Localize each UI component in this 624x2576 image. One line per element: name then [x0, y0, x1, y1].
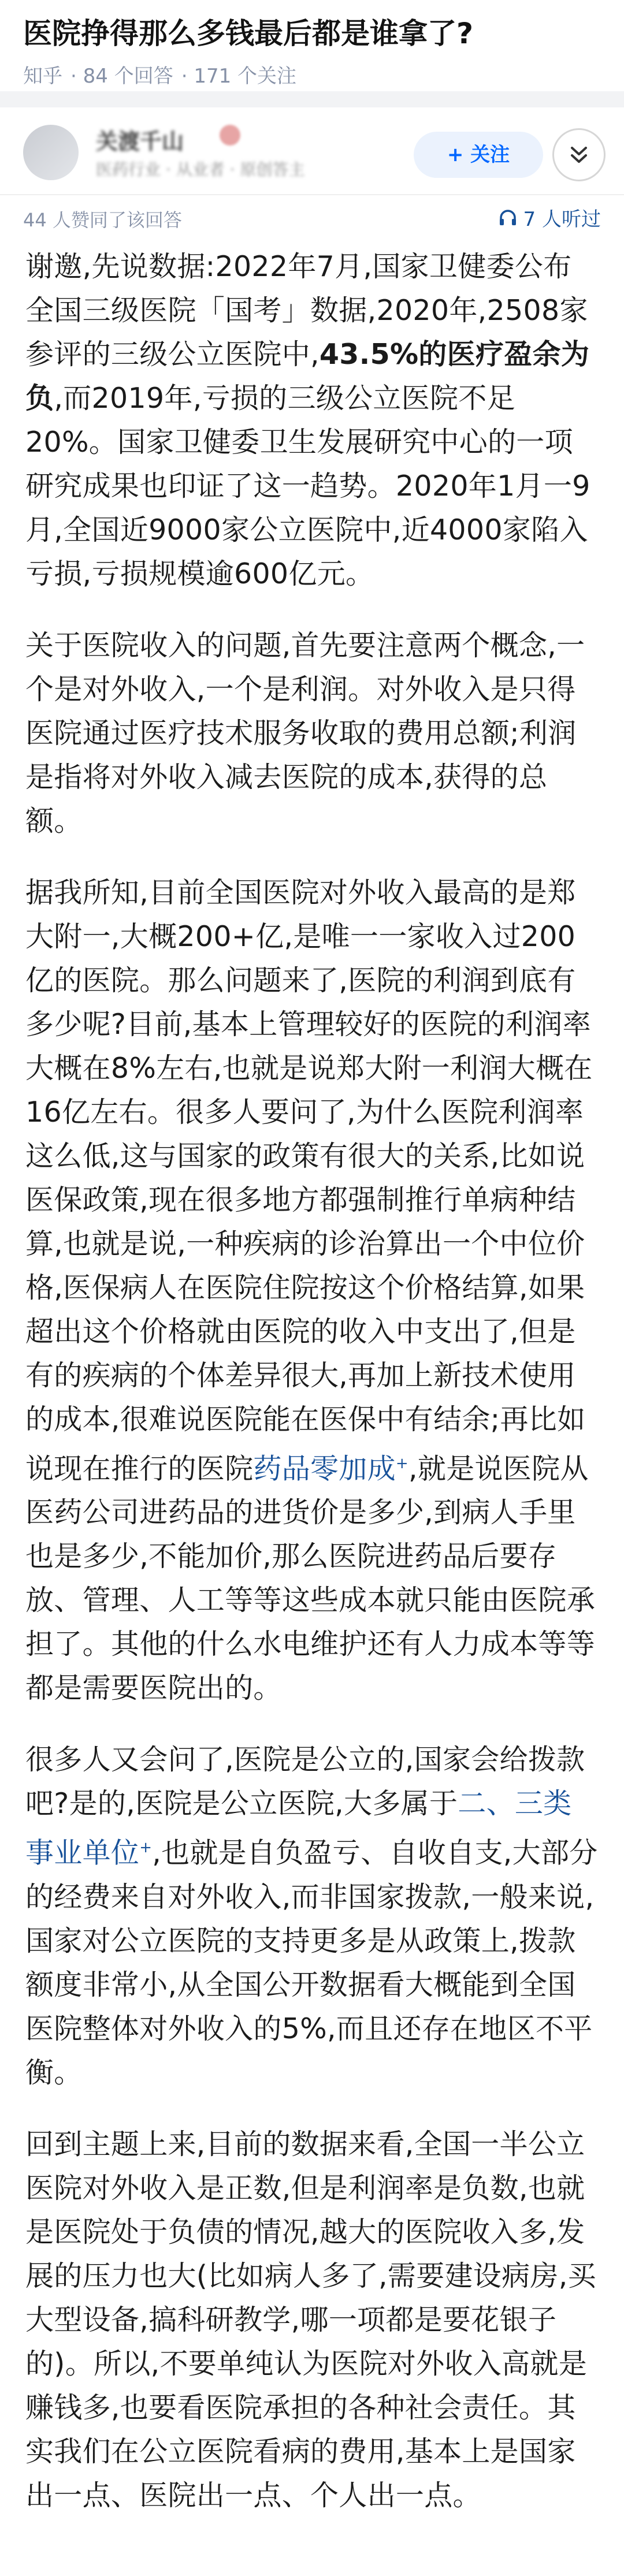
paragraph: [25, 245, 599, 596]
answer-stats: [0, 194, 624, 234]
follow-button[interactable]: + 关注: [414, 132, 543, 178]
link-marker: +: [395, 1455, 409, 1472]
author-name[interactable]: 关渡千山: [96, 129, 184, 154]
headphones-icon: [498, 208, 518, 228]
paragraph: [25, 871, 599, 1710]
author-badge-icon: [220, 125, 240, 146]
listen-button[interactable]: [498, 203, 601, 232]
link-marker: +: [139, 1839, 153, 1857]
paragraph: [25, 1738, 599, 2094]
listen-count: 7 人听过: [523, 208, 601, 231]
author-bar: [0, 107, 624, 194]
question-meta: 知乎 · 84 个回答 · 171 个关注: [23, 65, 297, 88]
paragraph-text: 谢邀,先说数据:2022年7月,国家卫健委公布全国三级医院「国考」数据,2020年,2508家参评的三级公立医院中,: [25, 250, 588, 371]
paragraph-text: ,而2019年,亏损的三级公立医院不足20%。国家卫健委卫生发展研究中心的一项研究成果也印证了这一趋势。2020年1月一9月,全国近9000家公立医院中,近4000家陷入亏损,亏损规模逾600亿元。: [25, 382, 590, 590]
question-header: [0, 0, 624, 91]
follower-count: 171 个关注: [194, 65, 297, 88]
question-title[interactable]: 医院挣得那么多钱最后都是谁拿了?: [23, 17, 474, 50]
author-description: 医药行业 · 从业者 · 原创答主: [96, 160, 305, 179]
answer-content: [0, 234, 624, 2518]
paragraph-text: ,也就是自负盈亏、自收自支,大部分的经费来自对外收入,而非国家拨款,一般来说,国家对公立医院的支持更多是从政策上,拨款额度非常小,从全国公开数据看大概能到全国医院整体对外收入的5%,而且还存在地区不平衡。: [25, 1836, 598, 2089]
keyword-link[interactable]: 药品零加成: [253, 1452, 396, 1486]
paragraph: 回到主题上来,目前的数据来看,全国一半公立医院对外收入是正数,但是利润率是负数,也就是医院处于负债的情况,越大的医院收入多,发展的压力也大(比如病人多了,需要建设病房,买大型设备,搞科研教学,哪一项都是要花银子的)。所以,不要单纯认为医院对外收入高就是赚钱多,也要看医院承担的各种社会责任。其实我们在公立医院看病的费用,基本上是国家出一点、医院出一点、个人出一点。: [25, 2127, 596, 2512]
paragraph-text: 很多人又会问了,医院是公立的,国家会给拨款吧?是的,医院是公立医院,大多属于: [25, 1743, 585, 1821]
section-divider: [0, 91, 624, 107]
collapse-button[interactable]: [552, 128, 606, 181]
avatar[interactable]: [23, 125, 79, 180]
paragraph-text: ,就是说医院从医药公司进药品的进货价是多少,到病人手里也是多少,不能加价,那么医院进药品后要存放、管理、人工等等这些成本就只能由医院承担了。其他的什么水电维护还有人力成本等等都是需要医院出的。: [25, 1452, 596, 1705]
source-label: 知乎: [23, 65, 62, 88]
highlight-text: 43.5%的医疗盈余为负: [25, 338, 590, 415]
vote-count[interactable]: 44 人赞同了该回答: [23, 209, 182, 231]
keyword-link[interactable]: 二、三类事业单位: [25, 1787, 572, 1870]
paragraph: 关于医院收入的问题,首先要注意两个概念,一个是对外收入,一个是利润。对外收入是只得医院通过医疗技术服务收取的费用总额;利润是指将对外收入减去医院的成本,获得的总额。: [25, 629, 585, 837]
answer-count[interactable]: 84 个回答: [83, 65, 173, 88]
paragraph-text: 据我所知,目前全国医院对外收入最高的是郑大附一,大概200+亿,是唯一一家收入过200亿的医院。那么问题来了,医院的利润到底有多少呢?目前,基本上管理较好的医院的利润率大概在8%左右,也就是说郑大附一利润大概在16亿左右。很多人要问了,为什么医院利润率这么低,这与国家的政策有很大的关系,比如说医保政策,现在很多地方都强制推行单病种结算,也就是说,一种疾病的诊治算出一个中位价格,医保病人在医院住院按这个价格结算,如果超出这个价格就由医院的收入中支出了,但是有的疾病的个体差异很大,再加上新技术使用的成本,很难说医院能在医保中有结余;再比如说现在推行的医院: [25, 876, 593, 1486]
double-chevron-down-icon: [567, 143, 590, 166]
